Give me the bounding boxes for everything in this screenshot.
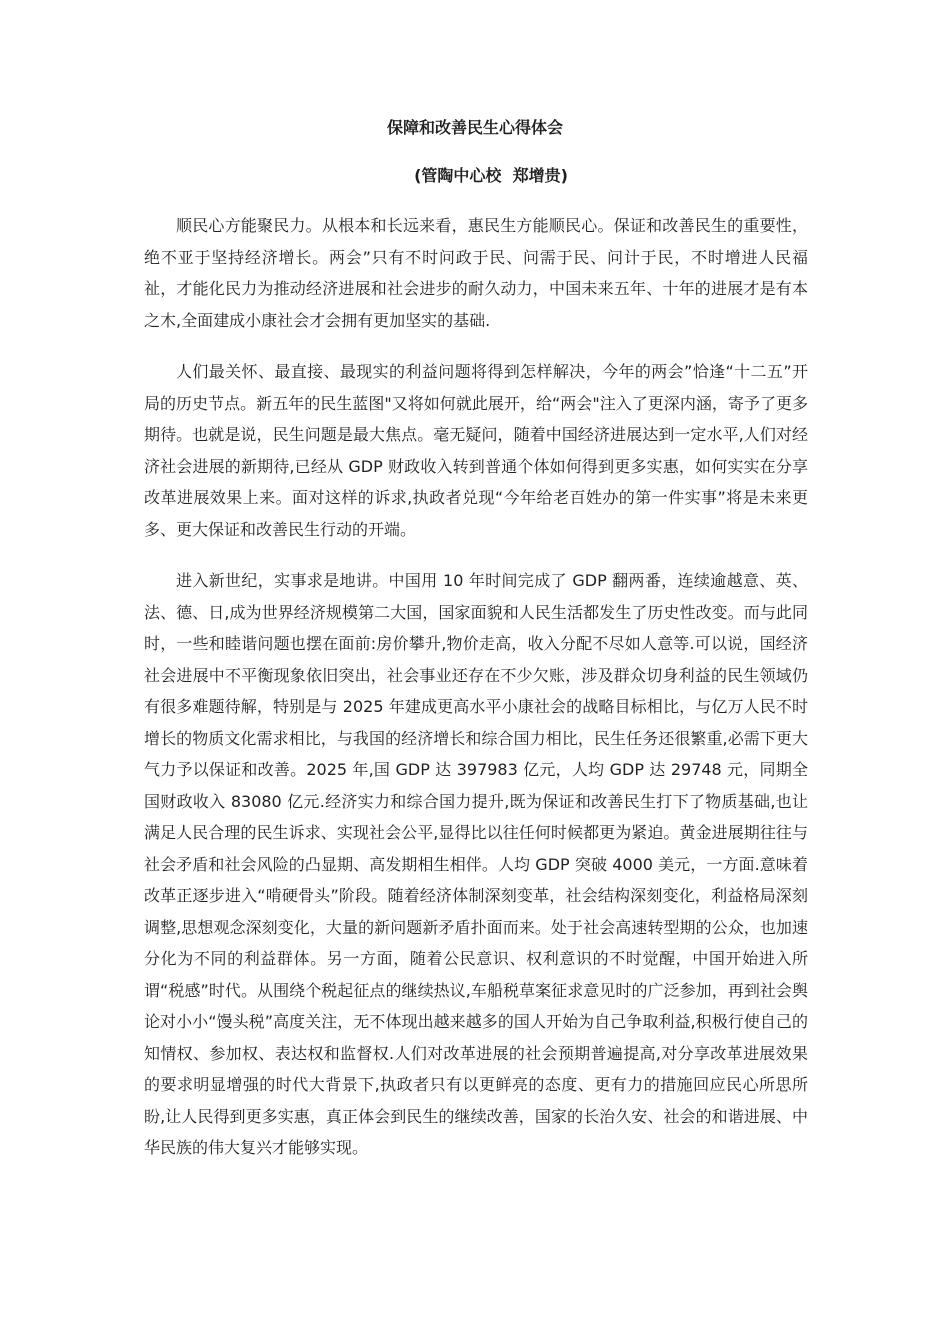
paragraph-2: 人们最关怀、最直接、最现实的利益问题将得到怎样解决，今年的两会”恰逢“十二五”开局的历史节点。新五年的民生蓝图"又将如何就此展开，给“两会"注入了更深内涵，寄予了更多期待。也就是说，民生问题是最大焦点。毫无疑问，随着中国经济进展达到一定水平,人们对经济社会进展的新期待,已经从 GDP 财政收入转到普通个体如何得到更多实惠，如何实实在分享改革进展效果上来。面对这样的诉求,执政者兑现“今年给老百姓办的第一件实事”将是未来更多、更大保证和改善民生行动的开端。 xyxy=(144,362,808,539)
paragraph-3: 进入新世纪，实事求是地讲。中国用 10 年时间完成了 GDP 翻两番，连续逾越意、英、法、德、日,成为世界经济规模第二大国，国家面貌和人民生活都发生了历史性改变。而与此同时，一些和睦谐问题也摆在面前:房价攀升,物价走高，收入分配不尽如人意等.可以说，国经济社会进展中不平衡现象依旧突出，社会事业还存在不少欠账，涉及群众切身利益的民生领域仍有很多难题待解，特别是与 2025 年建成更高水平小康社会的战略目标相比，与亿万人民不时增长的物质文化需求相比，与我国的经济增长和综合国力相比，民生任务还很繁重,必需下更大气力予以保证和改善。2025 年,国 GDP 达 397983 亿元，人均 GDP 达 29748 元，同期全国财政收入 83080 亿元.经济实力和综合国力提升,既为保证和改善民生打下了物质基础,也让满足人民合理的民生诉求、实现社会公平,显得比以往任何时候都更为紧迫。黄金进展期往往与社会矛盾和社会风险的凸显期、高发期相生相伴。人均 GDP 突破 4000 美元，一方面.意味着改革正逐步进入“啃硬骨头”阶段。随着经济体制深刻变革，社会结构深刻变化，利益格局深刻调整,思想观念深刻变化，大量的新问题新矛盾扑面而来。处于社会高速转型期的公众，也加速分化为不同的利益群体。另一方面，随着公民意识、权利意识的不时觉醒，中国开始进入所谓“税感”时代。从围绕个税起征点的继续热议,车船税草案征求意见时的广泛参加，再到社会舆论对小小“馒头税”高度关注，无不体现出越来越多的国人开始为自己争取利益,积极行使自己的知情权、参加权、表达权和监督权.人们对改革进展的社会预期普遍提高,对分享改革进展效果的要求明显增强的时代大背景下,执政者只有以更鲜亮的态度、更有力的措施回应民心所思所盼,让人民得到更多实惠，真正体会到民生的继续改善，国家的长治久安、社会的和谐进展、中华民族的伟大复兴才能够实现。 xyxy=(144,571,808,1157)
document-title: 保障和改善民生心得体会 xyxy=(386,118,563,137)
document-author: (管陶中心校 郑增贵) xyxy=(414,166,568,185)
paragraph-1: 顺民心方能聚民力。从根本和长远来看，惠民生方能顺民心。保证和改善民生的重要性，绝不亚于坚持经济增长。两会”只有不时问政于民、问需于民、问计于民，不时增进人民福祉，才能化民力为推动经济进展和社会进步的耐久动力，中国未来五年、十年的进展才是有本之木,全面建成小康社会才会拥有更加坚实的基础. xyxy=(144,216,808,330)
document-body xyxy=(144,210,808,1184)
